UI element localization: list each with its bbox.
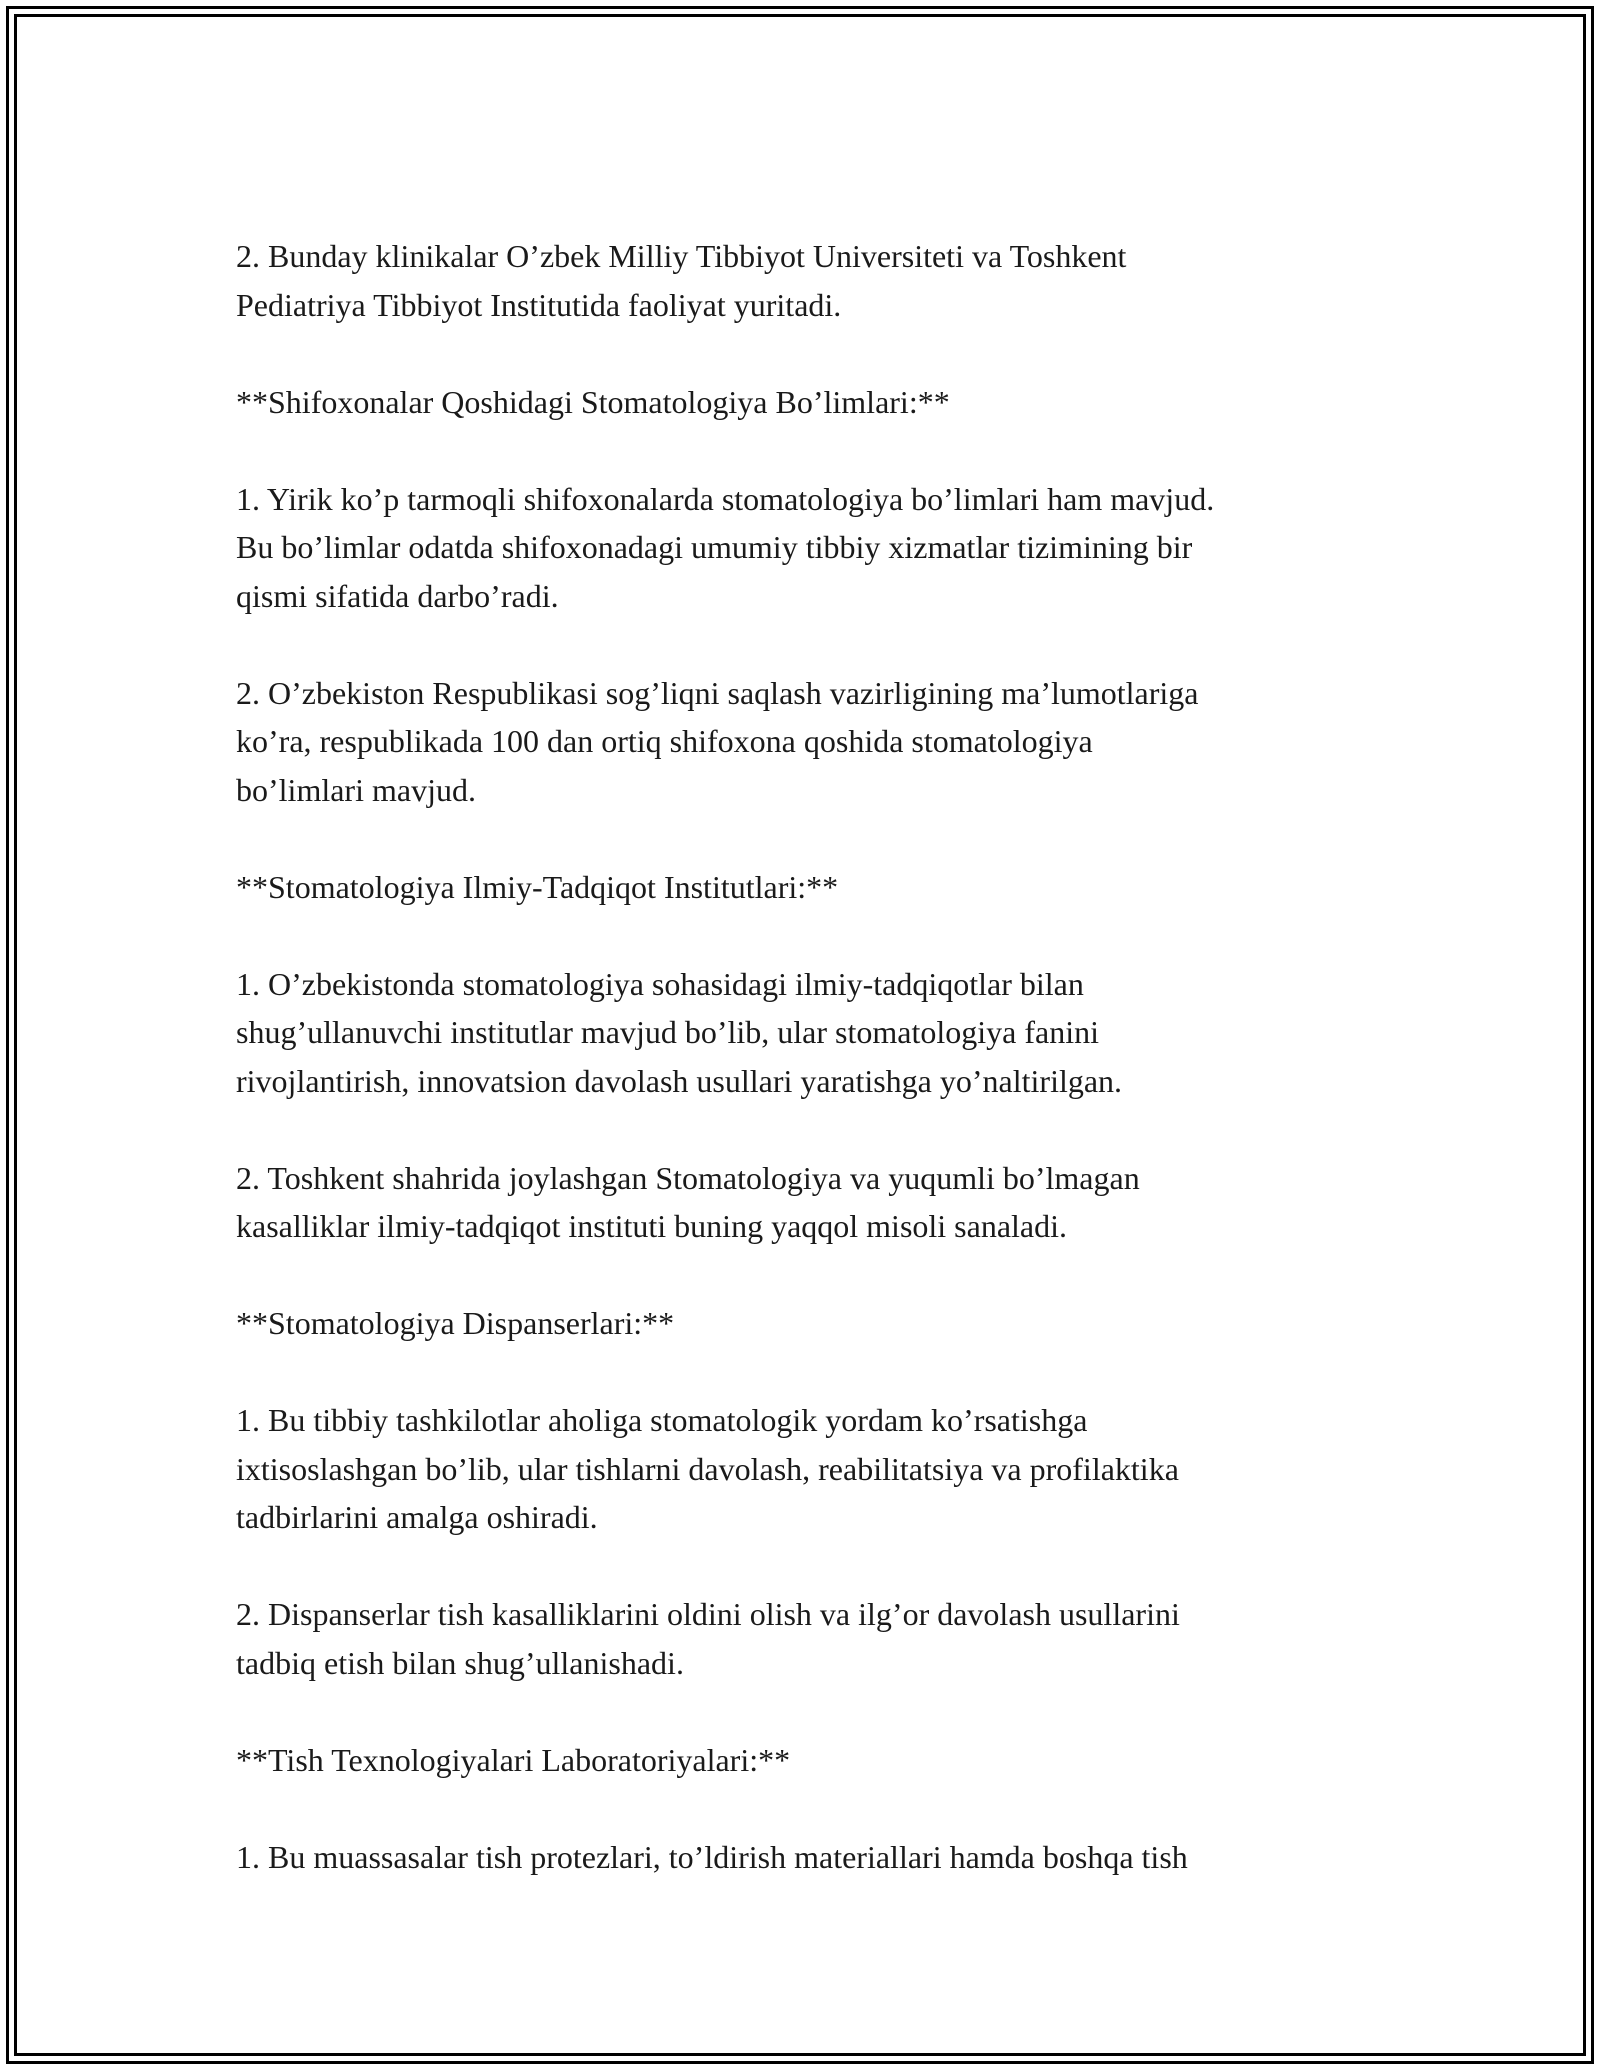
- text-line: Bu bo’limlar odatda shifoxonadagi umumiy tibbiy xizmatlar tizimining bir: [236, 529, 1193, 565]
- text-line: ixtisoslashgan bo’lib, ular tishlarni davolash, reabilitatsiya va profilaktika: [236, 1450, 1179, 1487]
- text-line: **Stomatologiya Ilmiy-Tadqiqot Institutlari:**: [236, 868, 839, 905]
- text-line: **Tish Texnologiyalari Laboratoriyalari:**: [236, 1741, 791, 1778]
- text-line: 1. Yirik ko’p tarmoqli shifoxonalarda stomatologiya bo’limlari ham mavjud.: [236, 480, 1215, 517]
- text-line: **Shifoxonalar Qoshidagi Stomatologiya Bo’limlari:**: [236, 383, 950, 420]
- paragraph: [236, 1154, 1386, 1251]
- text-line: bo’limlari mavjud.: [236, 771, 476, 808]
- text-line: 2. Toshkent shahrida joylashgan Stomatologiya va yuqumli bo’lmagan: [236, 1159, 1140, 1196]
- text-line: 1. Bu muassasalar tish protezlari, to’ldirish materiallari hamda boshqa tish: [236, 1838, 1188, 1875]
- paragraph: [236, 1396, 1386, 1542]
- text-line: tadbirlarini amalga oshiradi.: [236, 1499, 598, 1535]
- paragraph: [236, 669, 1386, 815]
- section-heading: [236, 1736, 1386, 1785]
- text-line: rivojlantirish, innovatsion davolash usullari yaratishga yo’naltirilgan.: [236, 1062, 1123, 1099]
- paragraph: [236, 960, 1386, 1106]
- text-line: 2. O’zbekiston Respublikasi sog’liqni saqlash vazirligining ma’lumotlariga: [236, 674, 1199, 711]
- section-heading: [236, 863, 1386, 912]
- paragraph: [236, 1590, 1386, 1687]
- text-line: 1. O’zbekistonda stomatologiya sohasidagi ilmiy-tadqiqotlar bilan: [236, 965, 1084, 1002]
- text-line: shug’ullanuvchi institutlar mavjud bo’lib, ular stomatologiya fanini: [236, 1014, 1099, 1050]
- text-line: kasalliklar ilmiy-tadqiqot instituti buning yaqqol misoli sanaladi.: [236, 1208, 1068, 1244]
- text-line: tadbiq etish bilan shug’ullanishadi.: [236, 1644, 684, 1681]
- text-line: ko’ra, respublikada 100 dan ortiq shifoxona qoshida stomatologiya: [236, 723, 1093, 759]
- paragraph: [236, 232, 1386, 329]
- text-line: **Stomatologiya Dispanserlari:**: [236, 1305, 675, 1341]
- document-body: [236, 232, 1386, 1930]
- text-line: qismi sifatida darbo’radi.: [236, 577, 559, 614]
- text-line: Pediatriya Tibbiyot Institutida faoliyat yuritadi.: [236, 286, 842, 323]
- text-line: 2. Bunday klinikalar O’zbek Milliy Tibbiyot Universiteti va Toshkent: [236, 238, 1127, 274]
- text-line: 1. Bu tibbiy tashkilotlar aholiga stomatologik yordam ko’rsatishga: [236, 1402, 1088, 1438]
- section-heading: [236, 378, 1386, 427]
- text-line: 2. Dispanserlar tish kasalliklarini oldini olish va ilg’or davolash usullarini: [236, 1596, 1180, 1632]
- paragraph: [236, 475, 1386, 621]
- section-heading: [236, 1299, 1386, 1348]
- paragraph: [236, 1833, 1386, 1882]
